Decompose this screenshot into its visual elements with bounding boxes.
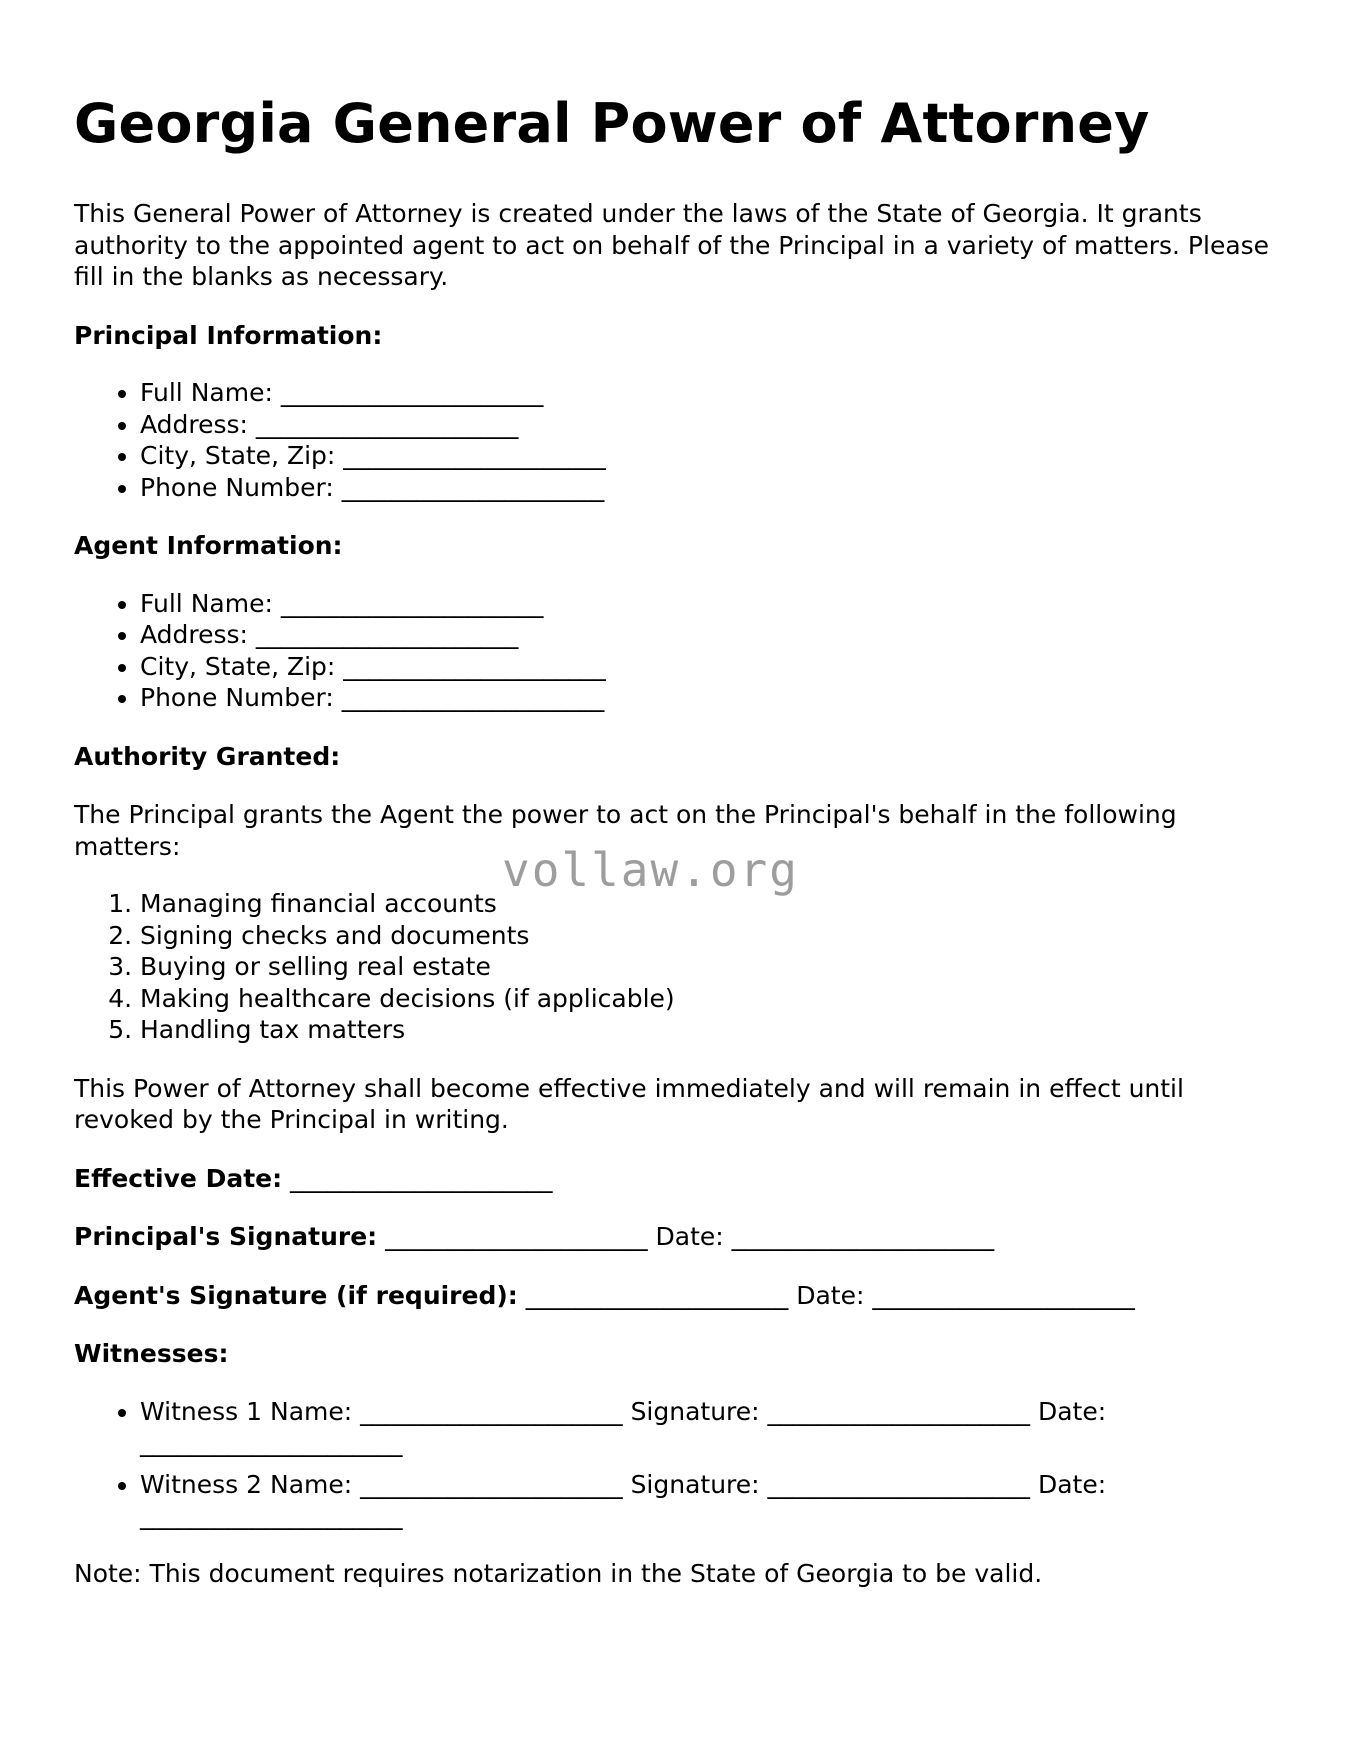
effective-date-blank: _____________________ — [282, 1163, 553, 1193]
agent-heading: Agent Information: — [74, 531, 343, 560]
agent-address-field: • Address: _____________________ — [140, 619, 1274, 651]
agent-signature-line — [74, 1280, 1274, 1312]
effect-paragraph: This Power of Attorney shall become effective immediately and will remain in effect until revoked by the Principal in writing. — [74, 1073, 1184, 1134]
agent-signature-label: Agent's Signature (if required): — [74, 1280, 518, 1310]
principal-full-name-field: • Full Name: _____________________ — [140, 377, 1274, 409]
agent-phone-field: • Phone Number: _____________________ — [140, 682, 1274, 714]
authority-item: 1. Managing financial accounts — [140, 888, 1274, 920]
authority-item: 3. Buying or selling real estate — [140, 951, 1274, 983]
authority-intro: The Principal grants the Agent the power to act on the Principal's behalf in the following matters: — [74, 800, 1177, 861]
witnesses-list — [74, 1396, 1240, 1532]
authority-item: 2. Signing checks and documents — [140, 920, 1274, 952]
principal-signature-line — [74, 1221, 1274, 1253]
agent-signature-blank: _____________________ Date: _____________________ — [517, 1280, 1135, 1310]
agent-full-name-field: • Full Name: _____________________ — [140, 588, 1274, 620]
witness-1-line: • Witness 1 Name: _____________________ Signature: _____________________ Date: _____________________ — [140, 1396, 1240, 1459]
notarization-note: Note: This document requires notarization in the State of Georgia to be valid. — [74, 1558, 1043, 1588]
authority-item: 5. Handling tax matters — [140, 1014, 1274, 1046]
effective-date-line — [74, 1163, 1274, 1195]
principal-city-state-zip-field: • City, State, Zip: _____________________ — [140, 440, 1274, 472]
authority-heading: Authority Granted: — [74, 741, 341, 771]
agent-fields-list — [74, 588, 1274, 714]
effective-date-label: Effective Date: — [74, 1163, 283, 1193]
page-title: Georgia General Power of Attorney — [74, 92, 1150, 155]
witness-2-line: • Witness 2 Name: _____________________ Signature: _____________________ Date: _____________________ — [140, 1469, 1240, 1532]
principal-address-field: • Address: _____________________ — [140, 409, 1274, 441]
principal-phone-field: • Phone Number: _____________________ — [140, 472, 1274, 504]
principal-heading: Principal Information: — [74, 320, 383, 350]
agent-city-state-zip-field: • City, State, Zip: _____________________ — [140, 651, 1274, 683]
authority-item: 4. Making healthcare decisions (if applicable) — [140, 983, 1274, 1015]
witnesses-heading: Witnesses: — [74, 1339, 229, 1368]
principal-signature-blank: _____________________ Date: _____________________ — [377, 1222, 995, 1251]
intro-paragraph: This General Power of Attorney is created under the laws of the State of Georgia. It grants authority to the appointed agent to act on behalf of the Principal in a variety of matters. Please fill in the blanks as necessary. — [74, 199, 1270, 291]
principal-signature-label: Principal's Signature: — [74, 1222, 378, 1251]
principal-fields-list — [74, 377, 1274, 503]
document-page — [74, 0, 1274, 1589]
authority-list — [74, 888, 1274, 1046]
watermark: vollaw.org — [502, 843, 799, 897]
